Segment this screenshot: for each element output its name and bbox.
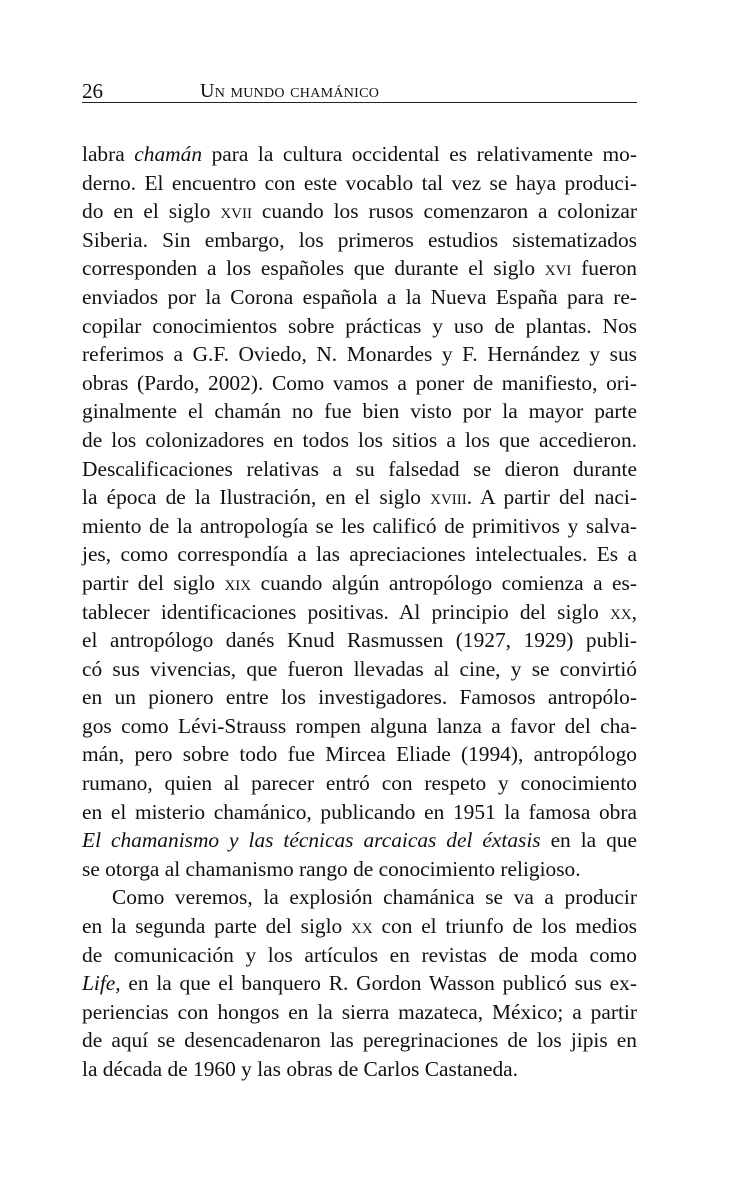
text-line [82,340,637,369]
text-run: ginalmente el chamán no fue bien visto por la mayor parte [82,399,637,424]
text-run: con el triunfo de los medios [372,914,637,939]
text-line [82,1026,637,1055]
text-line [82,740,637,769]
text-line [82,397,637,426]
text-line [82,598,637,627]
text-line [82,226,637,255]
text-run: la década de 1960 y las obras de Carlos Castaneda. [82,1057,518,1081]
text-run: la época de la Ilustración, en el siglo [82,485,431,510]
text-run: jes, como correspondía a las apreciaciones intelectuales. Es a [82,542,637,567]
text-run: el antropólogo danés Knud Rasmussen (1927, 1929) publi- [82,628,637,653]
text-line [82,140,637,169]
text-run: en la que [540,828,637,853]
text-run: Descalificaciones relativas a su falsedad se dieron durante [82,456,637,481]
text-line [82,883,637,912]
text-run: do en el siglo [82,199,221,224]
running-header [82,80,637,103]
text-line [82,655,637,684]
text-line [82,798,637,827]
text-run: miento de la antropología se les calificó de primitivos y salva- [82,513,637,538]
text-run: partir del siglo [82,570,225,595]
text-line [82,969,637,998]
text-run: de aquí se desencadenaron las peregrinaciones de los jipis en [82,1028,637,1053]
text-line [82,826,637,855]
text-line [82,712,637,741]
page-number: 26 [82,79,103,103]
italic-text: El chamanismo y las técnicas arcaicas del éxtasis [82,828,541,853]
text-line [82,912,637,941]
text-run: rumano, quien al parecer entró con respeto y conocimiento [82,771,637,796]
text-run: , [631,599,637,624]
text-run: Siberia. Sin embargo, los primeros estudios sistematizados [82,227,637,252]
text-line [82,941,637,970]
text-run: Como veremos, la explosión chamánica se va a producir [112,885,637,910]
text-run: referimos a G.F. Oviedo, N. Monardes y F. Hernández y sus [82,342,637,367]
body-text [82,140,637,1084]
century-numeral: xx [609,599,632,624]
century-numeral: xx [351,914,373,939]
text-line [82,998,637,1027]
text-line [82,683,637,712]
text-run: periencias con hongos en la sierra mazateca, México; a partir [82,999,637,1024]
text-run: en un pionero entre los investigadores. Famosos antropólo- [82,685,637,710]
text-run: para la cultura occidental es relativamente mo- [202,142,637,166]
century-numeral: xviii [430,485,467,510]
text-line [82,283,637,312]
text-line [82,197,637,226]
text-line [82,1055,637,1084]
text-run: , en la que el banquero R. Gordon Wasson publicó sus ex- [115,971,637,996]
text-line [82,254,637,283]
text-run: cuando algún antropólogo comienza a es- [251,570,637,595]
text-run: corresponden a los españoles que durante el siglo [82,256,545,281]
text-run: enviados por la Corona española a la Nueva España para re- [82,284,637,309]
century-numeral: xvi [544,256,572,281]
text-run: de los colonizadores en todos los sitios a los que accedieron. [82,427,637,452]
text-line [82,483,637,512]
text-line [82,312,637,341]
text-line [82,855,637,884]
century-numeral: xvii [220,199,252,224]
text-run: en la segunda parte del siglo [82,914,352,939]
running-title: Un mundo chamánico [200,80,380,102]
text-run: derno. El encuentro con este vocablo tal vez se haya produci- [82,170,637,195]
text-line [82,426,637,455]
text-line [82,169,637,198]
text-run: fueron [571,256,637,281]
text-run: gos como Lévi-Strauss rompen alguna lanza a favor del cha- [82,713,637,738]
text-run: . A partir del naci- [466,485,637,510]
text-line [82,369,637,398]
text-run: en el misterio chamánico, publicando en 1951 la famosa obra [82,799,637,824]
text-run: tablecer identificaciones positivas. Al principio del siglo [82,599,610,624]
text-line [82,569,637,598]
text-run: de comunicación y los artículos en revistas de moda como [82,942,637,967]
text-line [82,540,637,569]
text-run: cuando los rusos comenzaron a colonizar [251,199,637,224]
text-run: labra [82,142,135,166]
text-run: se otorga al chamanismo rango de conocimiento religioso. [82,856,581,881]
text-line [82,769,637,798]
text-run: copilar conocimientos sobre prácticas y uso de plantas. Nos [82,313,637,338]
text-run: có sus vivencias, que fueron llevadas al cine, y se convirtió [82,656,637,681]
century-numeral: xix [224,570,252,595]
text-line [82,626,637,655]
text-line [82,512,637,541]
text-run: obras (Pardo, 2002). Como vamos a poner de manifiesto, ori- [82,370,637,395]
text-run: mán, pero sobre todo fue Mircea Eliade (1994), antropólogo [82,742,637,767]
italic-text: chamán [134,142,203,166]
text-line [82,455,637,484]
italic-text: Life [82,971,116,996]
